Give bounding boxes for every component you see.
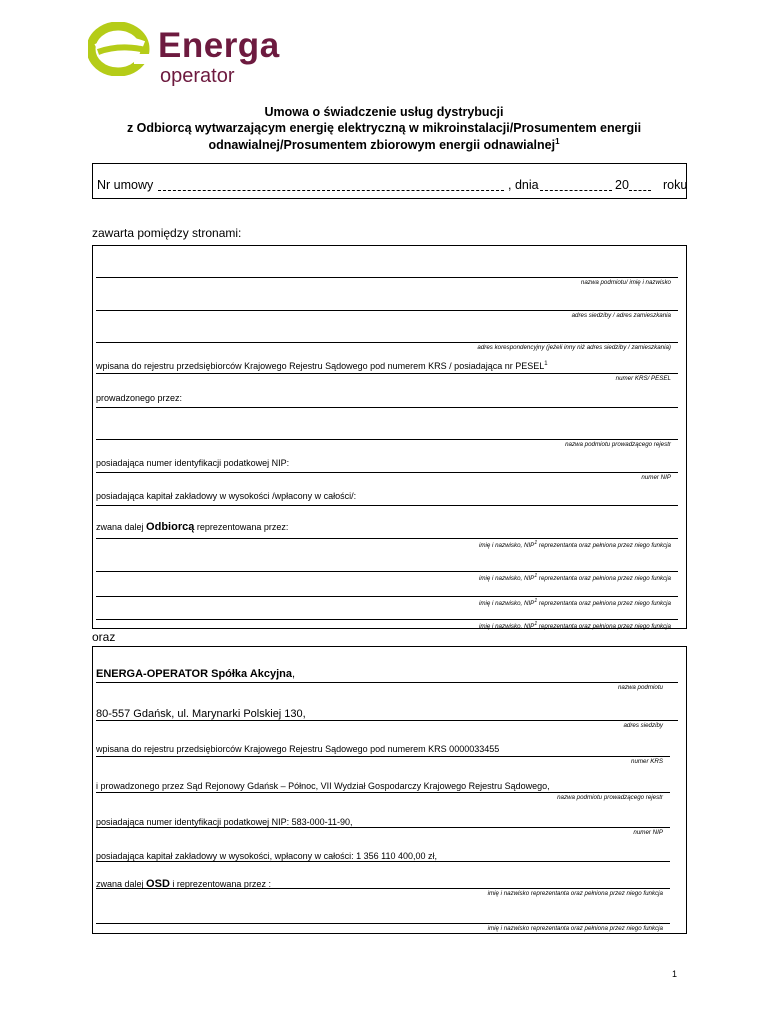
party1-kept-by-text: prowadzonego przez: — [96, 393, 183, 403]
party1-registry-caption: nazwa podmiotu prowadzącego rejestr — [565, 441, 671, 448]
doc-title-line2: z Odbiorcą wytwarzającym energię elektryczną w mikroinstalacji/Prosumentem energii — [126, 121, 642, 135]
party1-capital-text: posiadająca kapitał zakładowy w wysokości /wpłacony w całości/: — [96, 491, 357, 501]
party1-nip-caption: numer NIP — [641, 474, 671, 481]
party2-name-line — [96, 682, 678, 683]
party2-court-caption: nazwa podmiotu prowadzącego rejestr — [557, 794, 663, 801]
party1-called-text: zwana dalej Odbiorcą reprezentowana przez: — [96, 521, 289, 533]
party1-rep-field-4[interactable] — [96, 619, 678, 620]
party1-capital-field[interactable] — [96, 505, 678, 506]
contract-number-field[interactable] — [158, 190, 504, 191]
party1-corr-address-field[interactable] — [96, 342, 678, 343]
party2-rep-caption-2: imię i nazwisko reprezentanta oraz pełniona przez niego funkcja — [487, 925, 663, 932]
date-field[interactable] — [540, 190, 612, 191]
party1-krs-text: wpisana do rejestru przedsiębiorców Krajowego Rejestru Sądowego pod numerem KRS / posiadająca nr PESEL$^1$ — [96, 361, 548, 371]
party1-rep-caption-3: imię i nazwisko, NIP$^1$ reprezentanta oraz pełniona przez niego funkcja — [478, 598, 671, 608]
party1-name-field[interactable] — [96, 277, 678, 278]
party2-capital-text: posiadająca kapitał zakładowy w wysokości, wpłacony w całości: 1 356 110 400,00 zł, — [96, 851, 438, 861]
party1-rep-caption-4: imię i nazwisko, NIP$^1$ reprezentanta oraz pełniona przez niego funkcja — [478, 621, 671, 631]
party2-address-caption: adres siedziby — [623, 722, 663, 729]
party1-rep-field-1[interactable] — [96, 538, 678, 539]
contract-number-box — [92, 163, 687, 199]
party1-krs-caption: numer KRS/ PESEL — [615, 375, 671, 382]
party1-corr-address-caption: adres korespondencyjny (jeżeli inny niż adres siedziby / zamieszkania) — [477, 344, 671, 351]
party1-kept-by-field[interactable] — [96, 407, 678, 408]
party2-krs-caption: numer KRS — [631, 758, 663, 765]
year-prefix: 20 — [615, 178, 629, 192]
party2-rep-caption-1: imię i nazwisko reprezentanta oraz pełniona przez niego funkcja — [487, 890, 663, 897]
party1-krs-field[interactable] — [96, 373, 678, 374]
party2-address-line — [96, 720, 678, 721]
party1-address-field[interactable] — [96, 310, 678, 311]
party1-rep-field-3[interactable] — [96, 596, 678, 597]
party2-rep-field-1[interactable] — [96, 888, 670, 889]
logo-brand: Energa — [158, 26, 280, 65]
date-label: , dnia — [508, 178, 539, 192]
party2-krs-line — [96, 756, 670, 757]
party1-name-caption: nazwa podmiotu/ imię i nazwisko — [580, 279, 671, 286]
logo-subtitle: operator — [160, 65, 235, 87]
contract-number-label: Nr umowy — [97, 178, 154, 192]
parties-intro: zawarta pomiędzy stronami: — [92, 226, 242, 240]
energa-logo-mark — [88, 22, 156, 76]
party1-rep-field-2[interactable] — [96, 571, 678, 572]
party1-nip-field[interactable] — [96, 472, 678, 473]
doc-title-line1: Umowa o świadczenie usług dystrybucji — [264, 105, 504, 119]
party2-name: ENERGA-OPERATOR Spółka Akcyjna, — [96, 668, 296, 680]
party2-court-line — [96, 792, 670, 793]
party2-called-text: zwana dalej OSD i reprezentowana przez : — [96, 878, 271, 890]
party2-name-caption: nazwa podmiotu — [617, 684, 663, 691]
party1-rep-caption-1: imię i nazwisko, NIP$^1$ reprezentanta oraz pełniona przez niego funkcja — [478, 540, 671, 550]
party1-registry-field[interactable] — [96, 439, 678, 440]
doc-title-line3: odnawialnej/Prosumentem zbiorowym energii odnawialnej$^1$ — [208, 137, 560, 153]
party1-nip-text: posiadająca numer identyfikacji podatkowej NIP: — [96, 458, 290, 468]
oraz-label: oraz — [92, 630, 116, 644]
party2-address: 80-557 Gdańsk, ul. Marynarki Polskiej 130, — [96, 708, 306, 720]
party2-krs-text: wpisana do rejestru przedsiębiorców Krajowego Rejestru Sądowego pod numerem KRS 0000033455 — [96, 744, 500, 754]
year-field[interactable] — [629, 190, 651, 191]
party2-nip-text: posiadająca numer identyfikacji podatkowej NIP: 583-000-11-90, — [96, 817, 353, 827]
party1-rep-caption-2: imię i nazwisko, NIP$^1$ reprezentanta oraz pełniona przez niego funkcja — [478, 573, 671, 583]
year-label: roku — [663, 178, 688, 192]
party2-capital-line — [96, 861, 670, 862]
party2-court-text: i prowadzonego przez Sąd Rejonowy Gdańsk – Północ, VII Wydział Gospodarczy Krajowego Rejestru Sądowego, — [96, 781, 550, 791]
page-number: 1 — [672, 969, 678, 979]
party2-nip-caption: numer NIP — [633, 829, 663, 836]
party2-nip-line — [96, 827, 670, 828]
party2-rep-field-2[interactable] — [96, 923, 670, 924]
party1-address-caption: adres siedziby / adres zamieszkania — [571, 312, 671, 319]
